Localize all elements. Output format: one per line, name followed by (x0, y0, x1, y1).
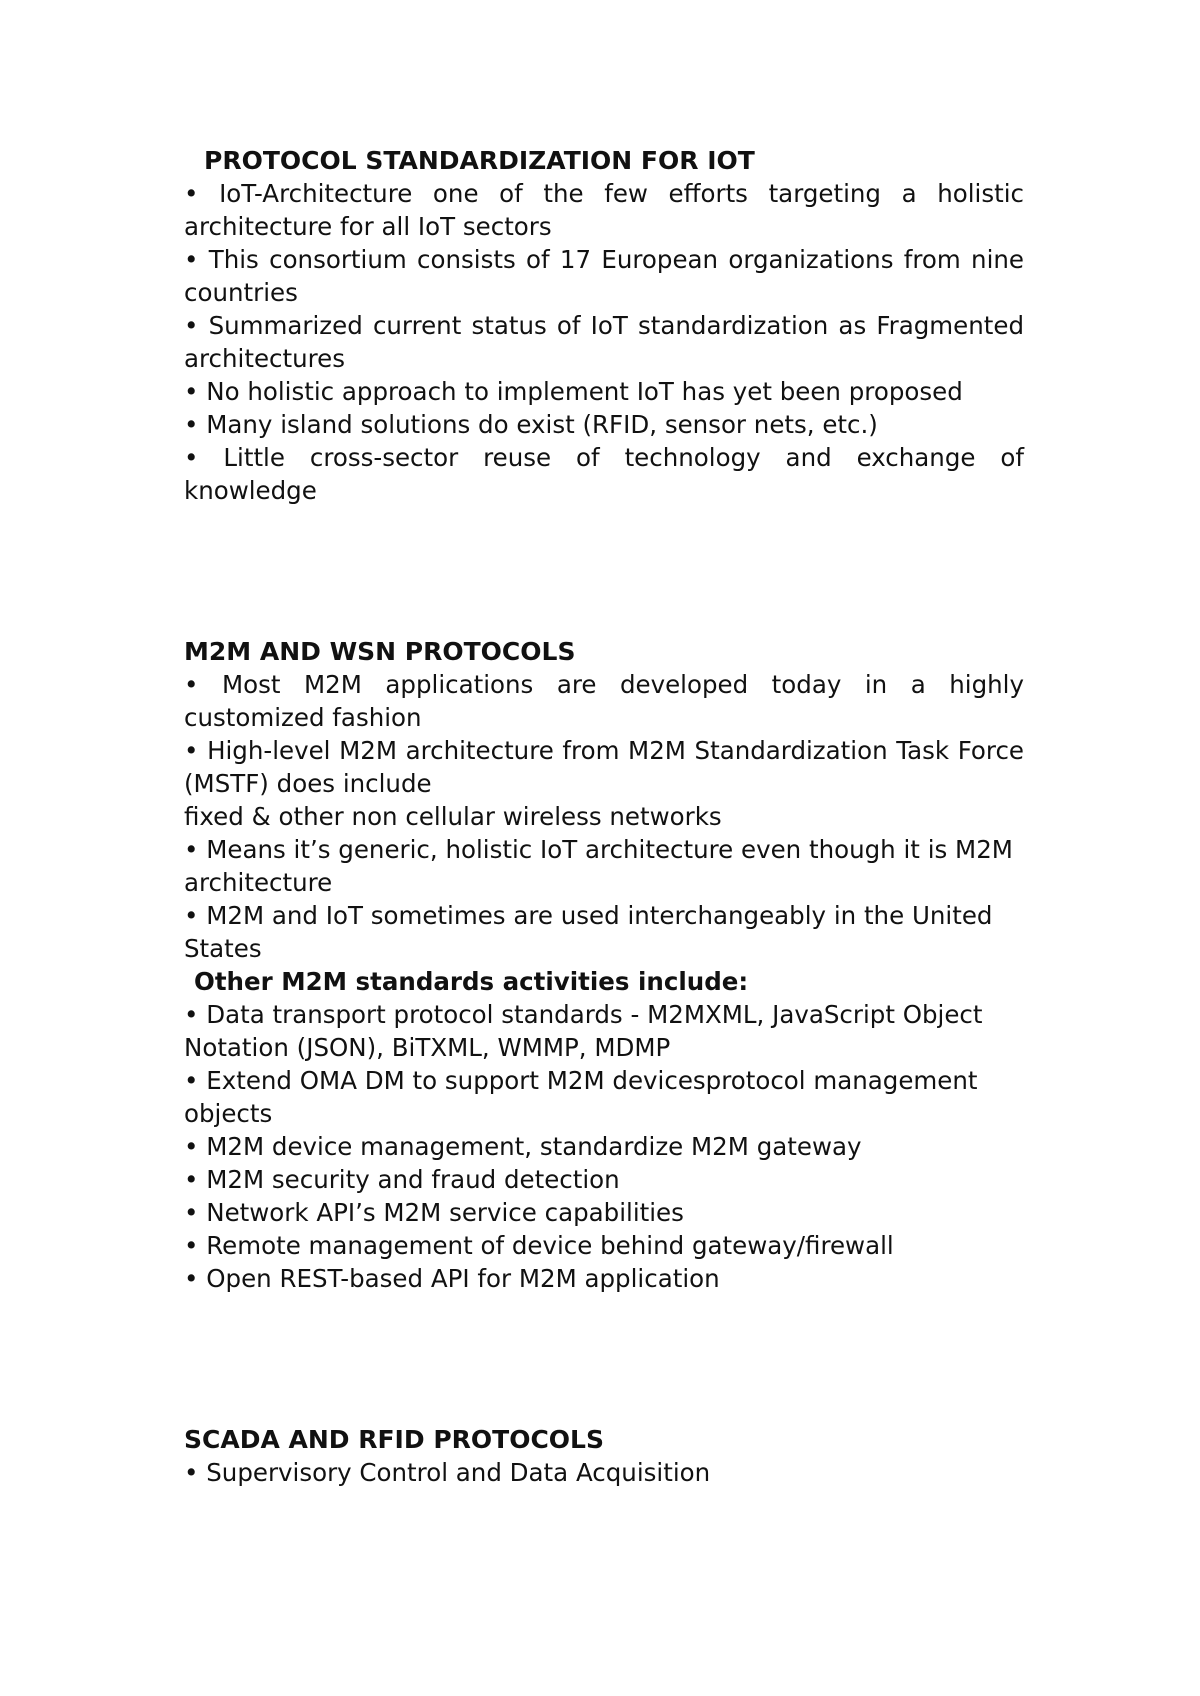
bullet-item: • Little cross-sector reuse of technology and exchange of knowledge (184, 443, 1024, 505)
continuation-line: fixed & other non cellular wireless networks (184, 802, 722, 831)
bullet-item: • IoT-Architecture one of the few efforts targeting a holistic architecture for all IoT sectors (184, 179, 1024, 241)
section-m2m-wsn-protocols (184, 635, 1024, 1295)
bullet-item: • High-level M2M architecture from M2M Standardization Task Force (MSTF) does include (184, 736, 1024, 798)
bullet-item: • Most M2M applications are developed today in a highly customized fashion (184, 670, 1024, 732)
section-heading: M2M AND WSN PROTOCOLS (184, 637, 576, 666)
bullet-item: • Supervisory Control and Data Acquisition (184, 1458, 711, 1487)
bullet-item: • M2M and IoT sometimes are used interchangeably in the United States (184, 901, 993, 963)
section-heading: PROTOCOL STANDARDIZATION FOR IOT (204, 146, 755, 175)
bullet-item: • No holistic approach to implement IoT has yet been proposed (184, 377, 963, 406)
section-heading: SCADA AND RFID PROTOCOLS (184, 1425, 604, 1454)
section-scada-rfid-protocols (184, 1423, 1024, 1489)
section-protocol-standardization (184, 144, 1024, 507)
bullet-item: • Open REST-based API for M2M application (184, 1264, 720, 1293)
bullet-item: • Means it’s generic, holistic IoT architecture even though it is M2M architecture (184, 835, 1013, 897)
bullet-item: • Network API’s M2M service capabilities (184, 1198, 684, 1227)
bullet-item: • This consortium consists of 17 European organizations from nine countries (184, 245, 1024, 307)
bullet-item: • Summarized current status of IoT standardization as Fragmented architectures (184, 311, 1024, 373)
document-page (184, 144, 1024, 1489)
spacer (184, 1295, 1024, 1423)
spacer (184, 507, 1024, 635)
bullet-item: • Data transport protocol standards - M2MXML, JavaScript Object Notation (JSON), BiTXML, WMMP, MDMP (184, 1000, 983, 1062)
bullet-item: • M2M security and fraud detection (184, 1165, 620, 1194)
bullet-item: • Remote management of device behind gateway/firewall (184, 1231, 894, 1260)
bullet-item: • M2M device management, standardize M2M gateway (184, 1132, 862, 1161)
bullet-item: • Extend OMA DM to support M2M devicesprotocol management objects (184, 1066, 978, 1128)
bullet-item: • Many island solutions do exist (RFID, sensor nets, etc.) (184, 410, 878, 439)
subheading: Other M2M standards activities include: (194, 967, 749, 996)
